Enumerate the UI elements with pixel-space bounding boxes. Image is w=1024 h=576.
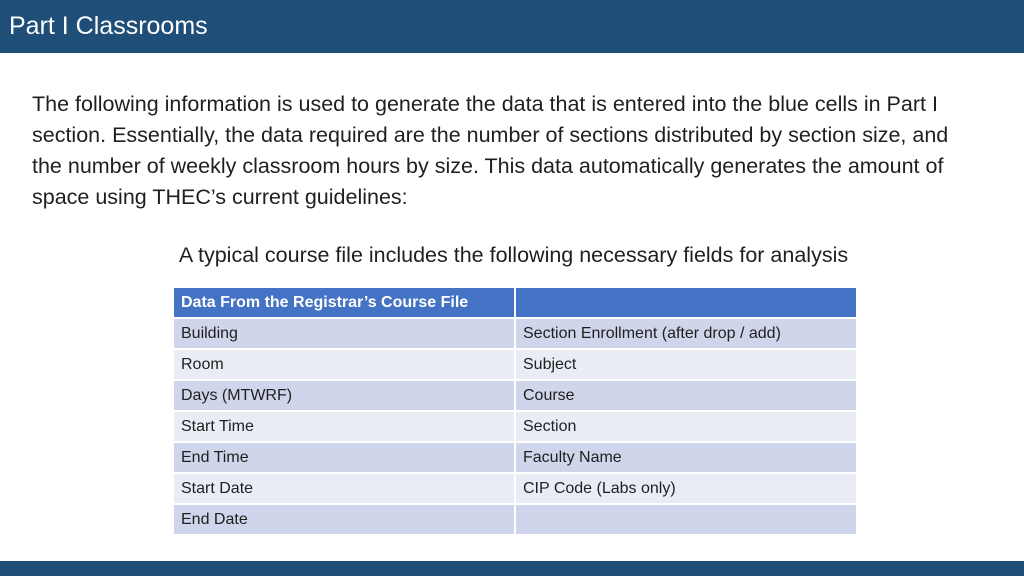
intro-paragraph: The following information is used to generate the data that is entered into the blue cells in Part I section. Essentially, the data required are the number of sections distributed by section size, and the number of weekly classroom hours by size. This data automatically generates the amount of space using THEC’s current guidelines: [32, 92, 949, 209]
table-cell: End Date [174, 505, 516, 536]
table-cell: Days (MTWRF) [174, 381, 516, 412]
table-cell: Faculty Name [516, 443, 858, 474]
table-cell: Course [516, 381, 858, 412]
table-cell: Section [516, 412, 858, 443]
table-header-cell [516, 288, 858, 319]
table-header-cell: Data From the Registrar’s Course File [174, 288, 516, 319]
table-cell: Start Date [174, 474, 516, 505]
table-cell [516, 505, 858, 536]
table-cell: End Time [174, 443, 516, 474]
slide-title-bar [0, 0, 1024, 53]
table-cell: Subject [516, 350, 858, 381]
table-row [174, 443, 858, 474]
table-cell: Section Enrollment (after drop / add) [516, 319, 858, 350]
table-cell: Room [174, 350, 516, 381]
table-caption: A typical course file includes the following necessary fields for analysis [178, 243, 849, 267]
table-header-row [174, 288, 858, 319]
table-row [174, 412, 858, 443]
slide-title: Part I Classrooms [9, 12, 208, 40]
table-cell: CIP Code (Labs only) [516, 474, 858, 505]
table-row [174, 319, 858, 350]
table-row [174, 350, 858, 381]
registrar-fields-table [174, 288, 858, 536]
slide-footer-bar [0, 561, 1024, 576]
table-cell: Start Time [174, 412, 516, 443]
table-row [174, 381, 858, 412]
table-cell: Building [174, 319, 516, 350]
table-row [174, 505, 858, 536]
table-row [174, 474, 858, 505]
